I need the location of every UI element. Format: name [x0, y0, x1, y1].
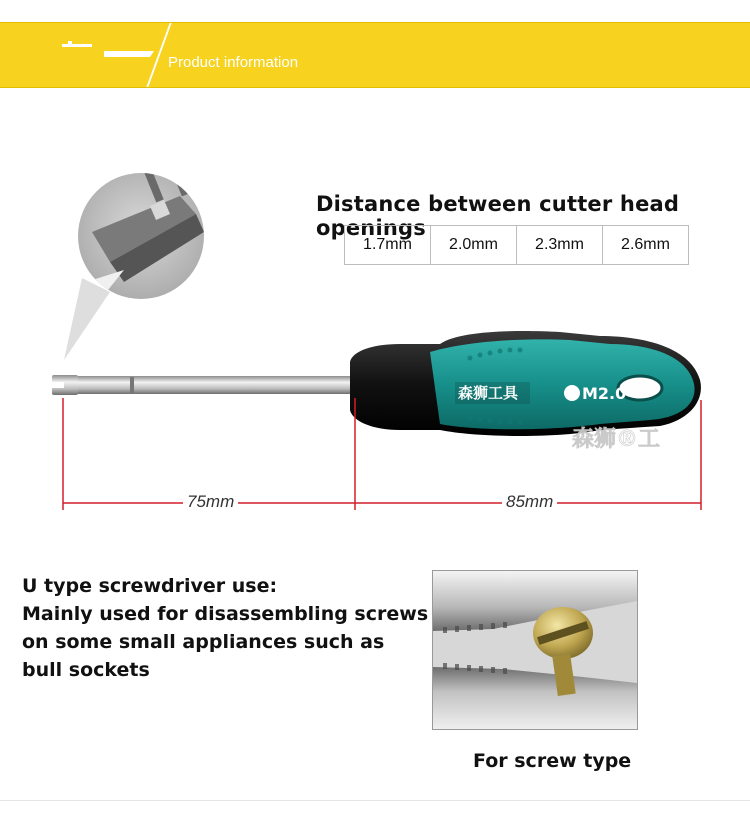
usage-description [22, 572, 428, 684]
screw-photo-image [433, 571, 637, 729]
shaft-length-label: 75mm [183, 492, 238, 512]
banner-title: Product information [168, 54, 299, 71]
handle-logo-icon [564, 385, 580, 401]
usage-line: Mainly used for disassembling screws [22, 603, 429, 625]
handle-model-text: M2.0 [582, 384, 627, 403]
spec-size-cell: 1.7mm [345, 226, 431, 265]
screwdriver-handle [350, 331, 701, 436]
usage-line: U type screwdriver use: [22, 575, 278, 597]
spec-size-cell: 2.0mm [431, 226, 517, 265]
usage-line: bull sockets [22, 659, 150, 681]
spec-title: Distance between cutter head openings [316, 192, 680, 240]
spec-size-cell: 2.3mm [517, 226, 603, 265]
photo-caption: For screw type [473, 750, 632, 772]
zoom-pointer [64, 278, 110, 360]
watermark-text: 森狮®工 [572, 427, 661, 452]
screwdriver-shaft [62, 376, 362, 394]
footer-divider [0, 800, 750, 801]
spec-size-cell: 2.6mm [603, 226, 689, 265]
zoom-detail [78, 166, 204, 300]
handle-brand-text: 森狮工具 [458, 384, 519, 402]
usage-line: on some small appliances such as [22, 631, 385, 653]
handle-length-label: 85mm [502, 492, 557, 512]
screw-type-photo [432, 570, 638, 730]
